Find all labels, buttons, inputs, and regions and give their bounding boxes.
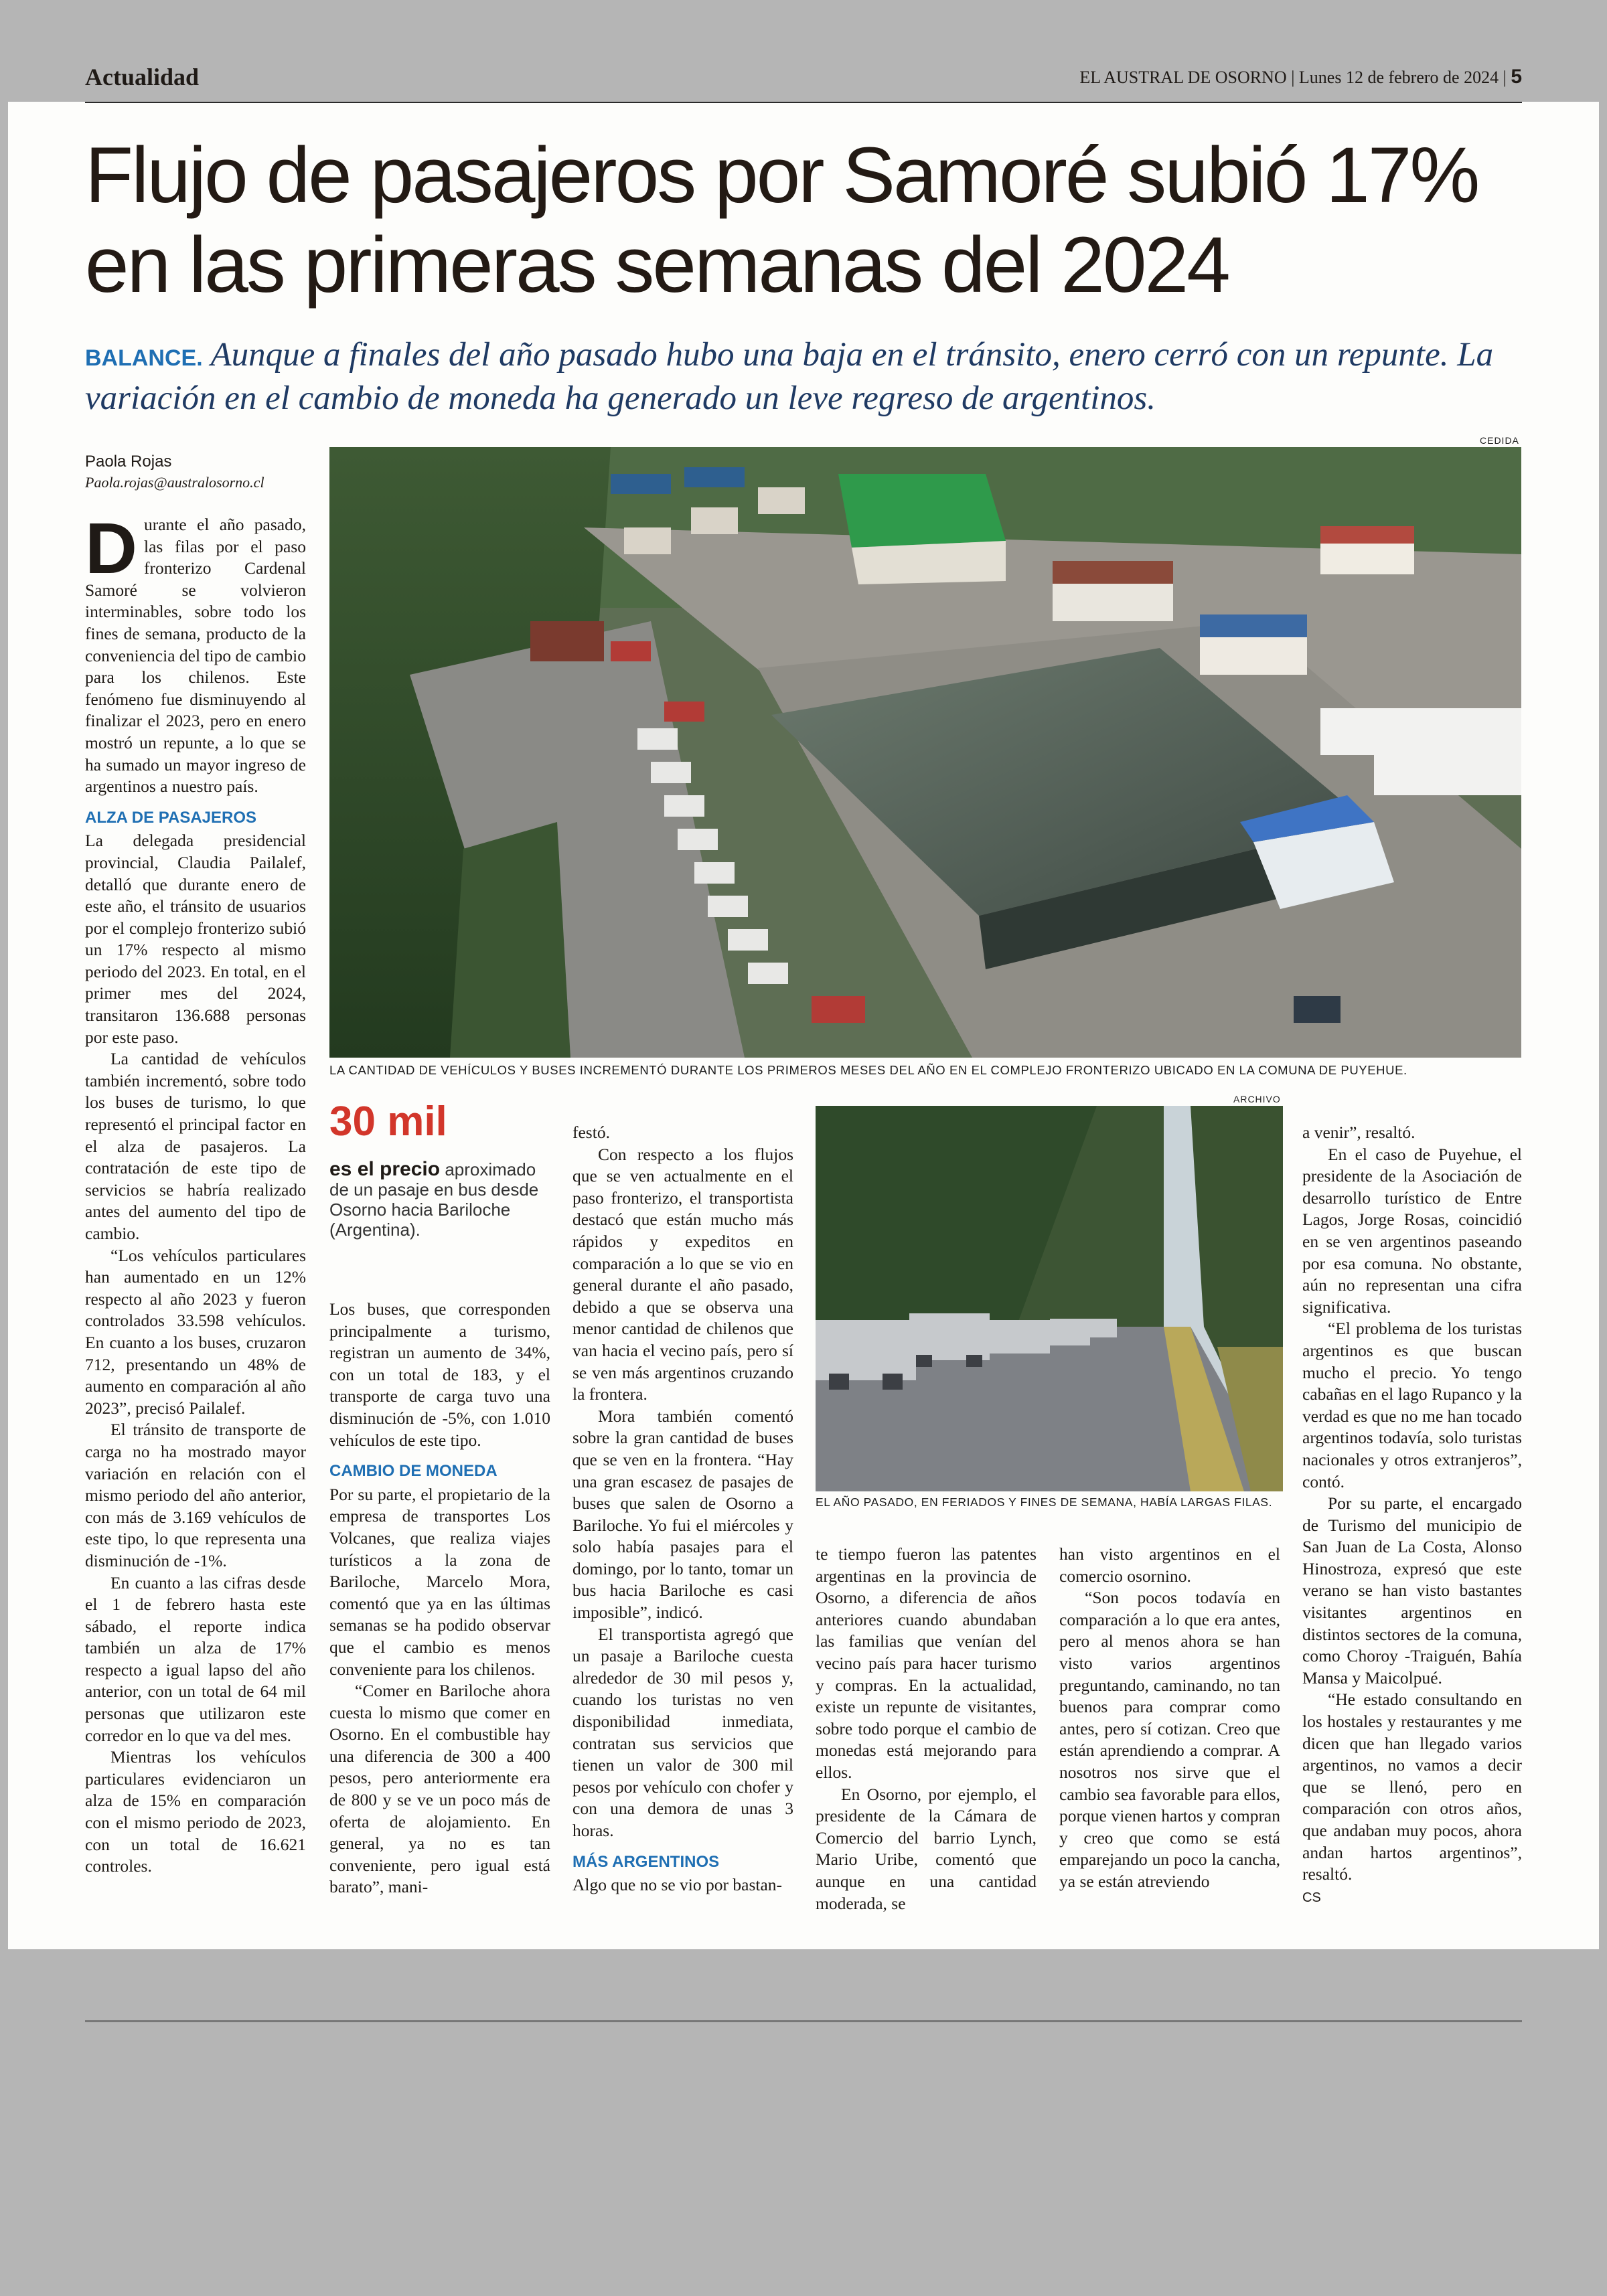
section-name: Actualidad <box>85 64 200 90</box>
deck-text: Aunque a finales del año pasado hubo una baja en el tránsito, enero cerró con un repunte. La variación en el cambio de moneda ha generado un leve regreso de argentinos. <box>85 336 1494 417</box>
paragraph: El tránsito de transporte de carga no ha mostrado mayor variación en relación con el mismo periodo del año anterior, con más de 3.169 vehículos de este tipo, lo que representa una disminución de -1%. <box>85 1420 306 1570</box>
paragraph: Mientras los vehículos particulares evidenciaron un alza de 15% en comparación con el mismo periodo de 2023, con un total de 16.621 controles. <box>85 1747 306 1876</box>
paragraph: “Comer en Bariloche ahora cuesta lo mismo que comer en Osorno. En el combustible hay una diferencia de 300 a 400 pesos, pero anteriormente era de 800 y se ve un poco más de oferta de alojamiento. En general, ya no es tan conveniente, pero igual está barato”, mani- <box>329 1681 550 1897</box>
separator: | <box>1291 68 1299 87</box>
paragraph: han visto argentinos en el comercio osornino. <box>1059 1544 1280 1586</box>
paragraph: “El problema de los turistas argentinos es que buscan mucho el precio. Yo tengo cabañas en el lago Rupanco y la verdad es que no me han tocado argentinos todavía, solo turistas nacionales y otros extranjeros”, contó. <box>1302 1319 1522 1491</box>
headline: Flujo de pasajeros por Samoré subió 17% en las primeras semanas del 2024 <box>85 131 1478 309</box>
separator: | <box>1503 68 1511 87</box>
photo-credit-main: CEDIDA <box>1480 435 1519 446</box>
masthead-info <box>1079 66 1522 88</box>
deck-kicker: BALANCE. <box>85 345 203 371</box>
paragraph: Los buses, que corresponden principalmente a turismo, registran un aumento de 34%, con un total de 183, y el transporte de carga tuvo una disminución de -5%, con 1.010 vehículos de este tipo. <box>329 1299 550 1450</box>
paragraph: La cantidad de vehículos también incrementó, sobre todo los buses de turismo, lo que representó el principal factor en el alza de pasajeros. La contratación de este tipo de servicios se habría realizado antes del aumento del tipo de cambio. <box>85 1049 306 1243</box>
paragraph: Mora también comentó sobre la gran cantidad de buses que se ven en la frontera. “Hay una gran escasez de pasajes de buses que salen de Osorno a Bariloche. Yo fui el miércoles y solo había pasajes para el domingo, por lo tanto, tomar un bus hacia Bariloche es casi imposible”, indicó. <box>572 1406 793 1623</box>
column-3 <box>572 1122 793 1896</box>
footer-rule <box>85 2020 1522 2022</box>
paragraph: “Son pocos todavía en comparación a lo que era antes, pero al menos ahora se han visto varios argentinos preguntando, caminando, no tan buenos para comprar como antes, pero sí cotizan. Creo que están aprendiendo a comprar. A nosotros nos sirve que el cambio sea favorable para ellos, porque vienen hartos y compran y creo que como se está emparejando un poco la cancha, ya se están atreviendo <box>1059 1588 1280 1891</box>
paragraph: Por su parte, el propietario de la empresa de transportes Los Volcanes, que realiza viajes turísticos a la zona de Bariloche, Marcelo Mora, comentó que ya en las últimas semanas se ha podido observar que el cambio es menos conveniente para los chilenos. <box>329 1484 550 1679</box>
stat-text <box>329 1159 554 1240</box>
subhead-alza: ALZA DE PASAJEROS <box>85 808 257 827</box>
column-6 <box>1302 1122 1522 1908</box>
paragraph <box>85 507 306 798</box>
paragraph: “Los vehículos particulares han aumentado en un 12% respecto al año 2023 y fueron controlados 33.598 vehículos. En cuanto a los buses, cruzaron 712, presentando un 48% de aumento en comparación al año 2023”, precisó Pailalef. <box>85 1245 306 1418</box>
caption-second: EL AÑO PASADO, EN FERIADOS Y FINES DE SEMANA, HABÍA LARGAS FILAS. <box>816 1495 1273 1509</box>
column-4 <box>816 1544 1037 1914</box>
paragraph: El transportista agregó que un pasaje a Bariloche cuesta alrededor de 30 mil pesos y, cuando los turistas no ven disponibilidad inmediata, contratan sus servicios que tienen un valor de 300 mil pesos por vehículo con chofer y con una demora de unas 3 horas. <box>572 1624 793 1840</box>
stat-description: aproximado de un pasaje en bus desde Osorno hacia Bariloche (Argentina). <box>329 1159 539 1240</box>
paragraph: En el caso de Puyehue, el presidente de la Asociación de desarrollo turístico de Entre Lagos, Jorge Rosas, coincidió en se ven argentinos paseando por esa comuna. No obstante, aún no representan una cifra significativa. <box>1302 1144 1522 1317</box>
photo-credit-second: ARCHIVO <box>1233 1094 1281 1104</box>
paragraph: festó. <box>572 1123 610 1142</box>
end-mark-text: CS <box>1302 1890 1321 1905</box>
stat-lead: es el precio <box>329 1158 441 1180</box>
paragraph: “He estado consultando en los hostales y restaurantes y me dicen que han llegado varios argentinos, no vamos a decir que se llenó, pero en comparación con otros años, que andaban muy pocos, ahora andan hartos argentinos”, resaltó. <box>1302 1690 1522 1884</box>
paragraph: En Osorno, por ejemplo, el presidente de la Cámara de Comercio del barrio Lynch, Mario Uribe, comentó que aunque en una cantidad moderada, se <box>816 1784 1037 1913</box>
aerial-photo-illustration <box>329 447 1521 1058</box>
paragraph: Por su parte, el encargado de Turismo del municipio de San Juan de La Costa, Alonso Hinostroza, expresó que este verano se han visto bastantes visitantes argentinos en distintos sectores de la comuna, como Choroy -Traiguén, Bahía Mansa y Maicolpué. <box>1302 1493 1522 1688</box>
column-5 <box>1059 1544 1280 1893</box>
drop-cap: D <box>85 507 137 588</box>
subhead-cambio: CAMBIO DE MONEDA <box>329 1462 498 1481</box>
end-mark <box>1302 1886 1522 1909</box>
page-header <box>85 59 1522 103</box>
paragraph: Con respecto a los flujos que se ven actualmente en el paso fronterizo, el transportista destacó que están mucho más rápidos y expeditos en comparación a lo que se vio en general durante el año pasado, debido a que se observa una menor cantidad de chilenos que van hacia el vecino país, pero sí se ven más argentinos cruzando la frontera. <box>572 1144 793 1404</box>
subhead-argentinos: MÁS ARGENTINOS <box>572 1852 720 1871</box>
paragraph: a venir”, resaltó. <box>1302 1123 1415 1142</box>
issue-date: Lunes 12 de febrero de 2024 <box>1298 68 1499 87</box>
main-photo <box>329 447 1521 1058</box>
paragraph: Algo que no se vio por bastan- <box>572 1875 783 1895</box>
column-1 <box>85 507 306 1878</box>
second-photo <box>816 1106 1283 1491</box>
deck <box>85 335 1522 418</box>
column-2 <box>329 1299 550 1898</box>
paragraph-text: urante el año pasado, las filas por el paso fronterizo Cardenal Samoré se volvieron interminables, sobre todo los fines de semana, producto de la conveniencia del tipo de cambio para los chilenos. Este fenómeno fue disminuyendo al finalizar el 2023, pero en enero mostró un repunte, a lo que se ha sumado un mayor ingreso de argentinos a nuestro país. <box>85 515 306 797</box>
byline-name: Paola Rojas <box>85 453 172 471</box>
caption-main: LA CANTIDAD DE VEHÍCULOS Y BUSES INCREMENTÓ DURANTE LOS PRIMEROS MESES DEL AÑO EN EL COMPLEJO FRONTERIZO UBICADO EN LA COMUNA DE PUYEHUE. <box>329 1063 1407 1077</box>
paragraph: te tiempo fueron las patentes argentinas en la provincia de Osorno, a diferencia de años anteriores cuando abundaban las familias que venían del vecino país para hacer turismo y compras. En la actualidad, existe un repunte de visitantes, sobre todo porque el cambio de monedas está mejorando para ellos. <box>816 1544 1037 1782</box>
newspaper-name: EL AUSTRAL DE OSORNO <box>1079 68 1287 87</box>
paragraph: En cuanto a las cifras desde el 1 de febrero hasta este sábado, el reporte indica también un alza de 17% respecto a igual lapso del año anterior, con un total de 64 mil personas que utilizaron este corredor en lo que va del mes. <box>85 1572 306 1745</box>
paragraph: La delegada presidencial provincial, Claudia Pailalef, detalló que durante enero de este año, el tránsito de usuarios por el complejo fronterizo subió un 17% respecto al mismo periodo del 2023. En total, en el primer mes del 2024, transitaron 136.688 personas por este paso. <box>85 831 306 1047</box>
stat-number: 30 mil <box>329 1098 447 1145</box>
queue-photo-illustration <box>816 1106 1283 1491</box>
byline-email: Paola.rojas@australosorno.cl <box>85 474 264 491</box>
page-number: 5 <box>1511 66 1522 88</box>
